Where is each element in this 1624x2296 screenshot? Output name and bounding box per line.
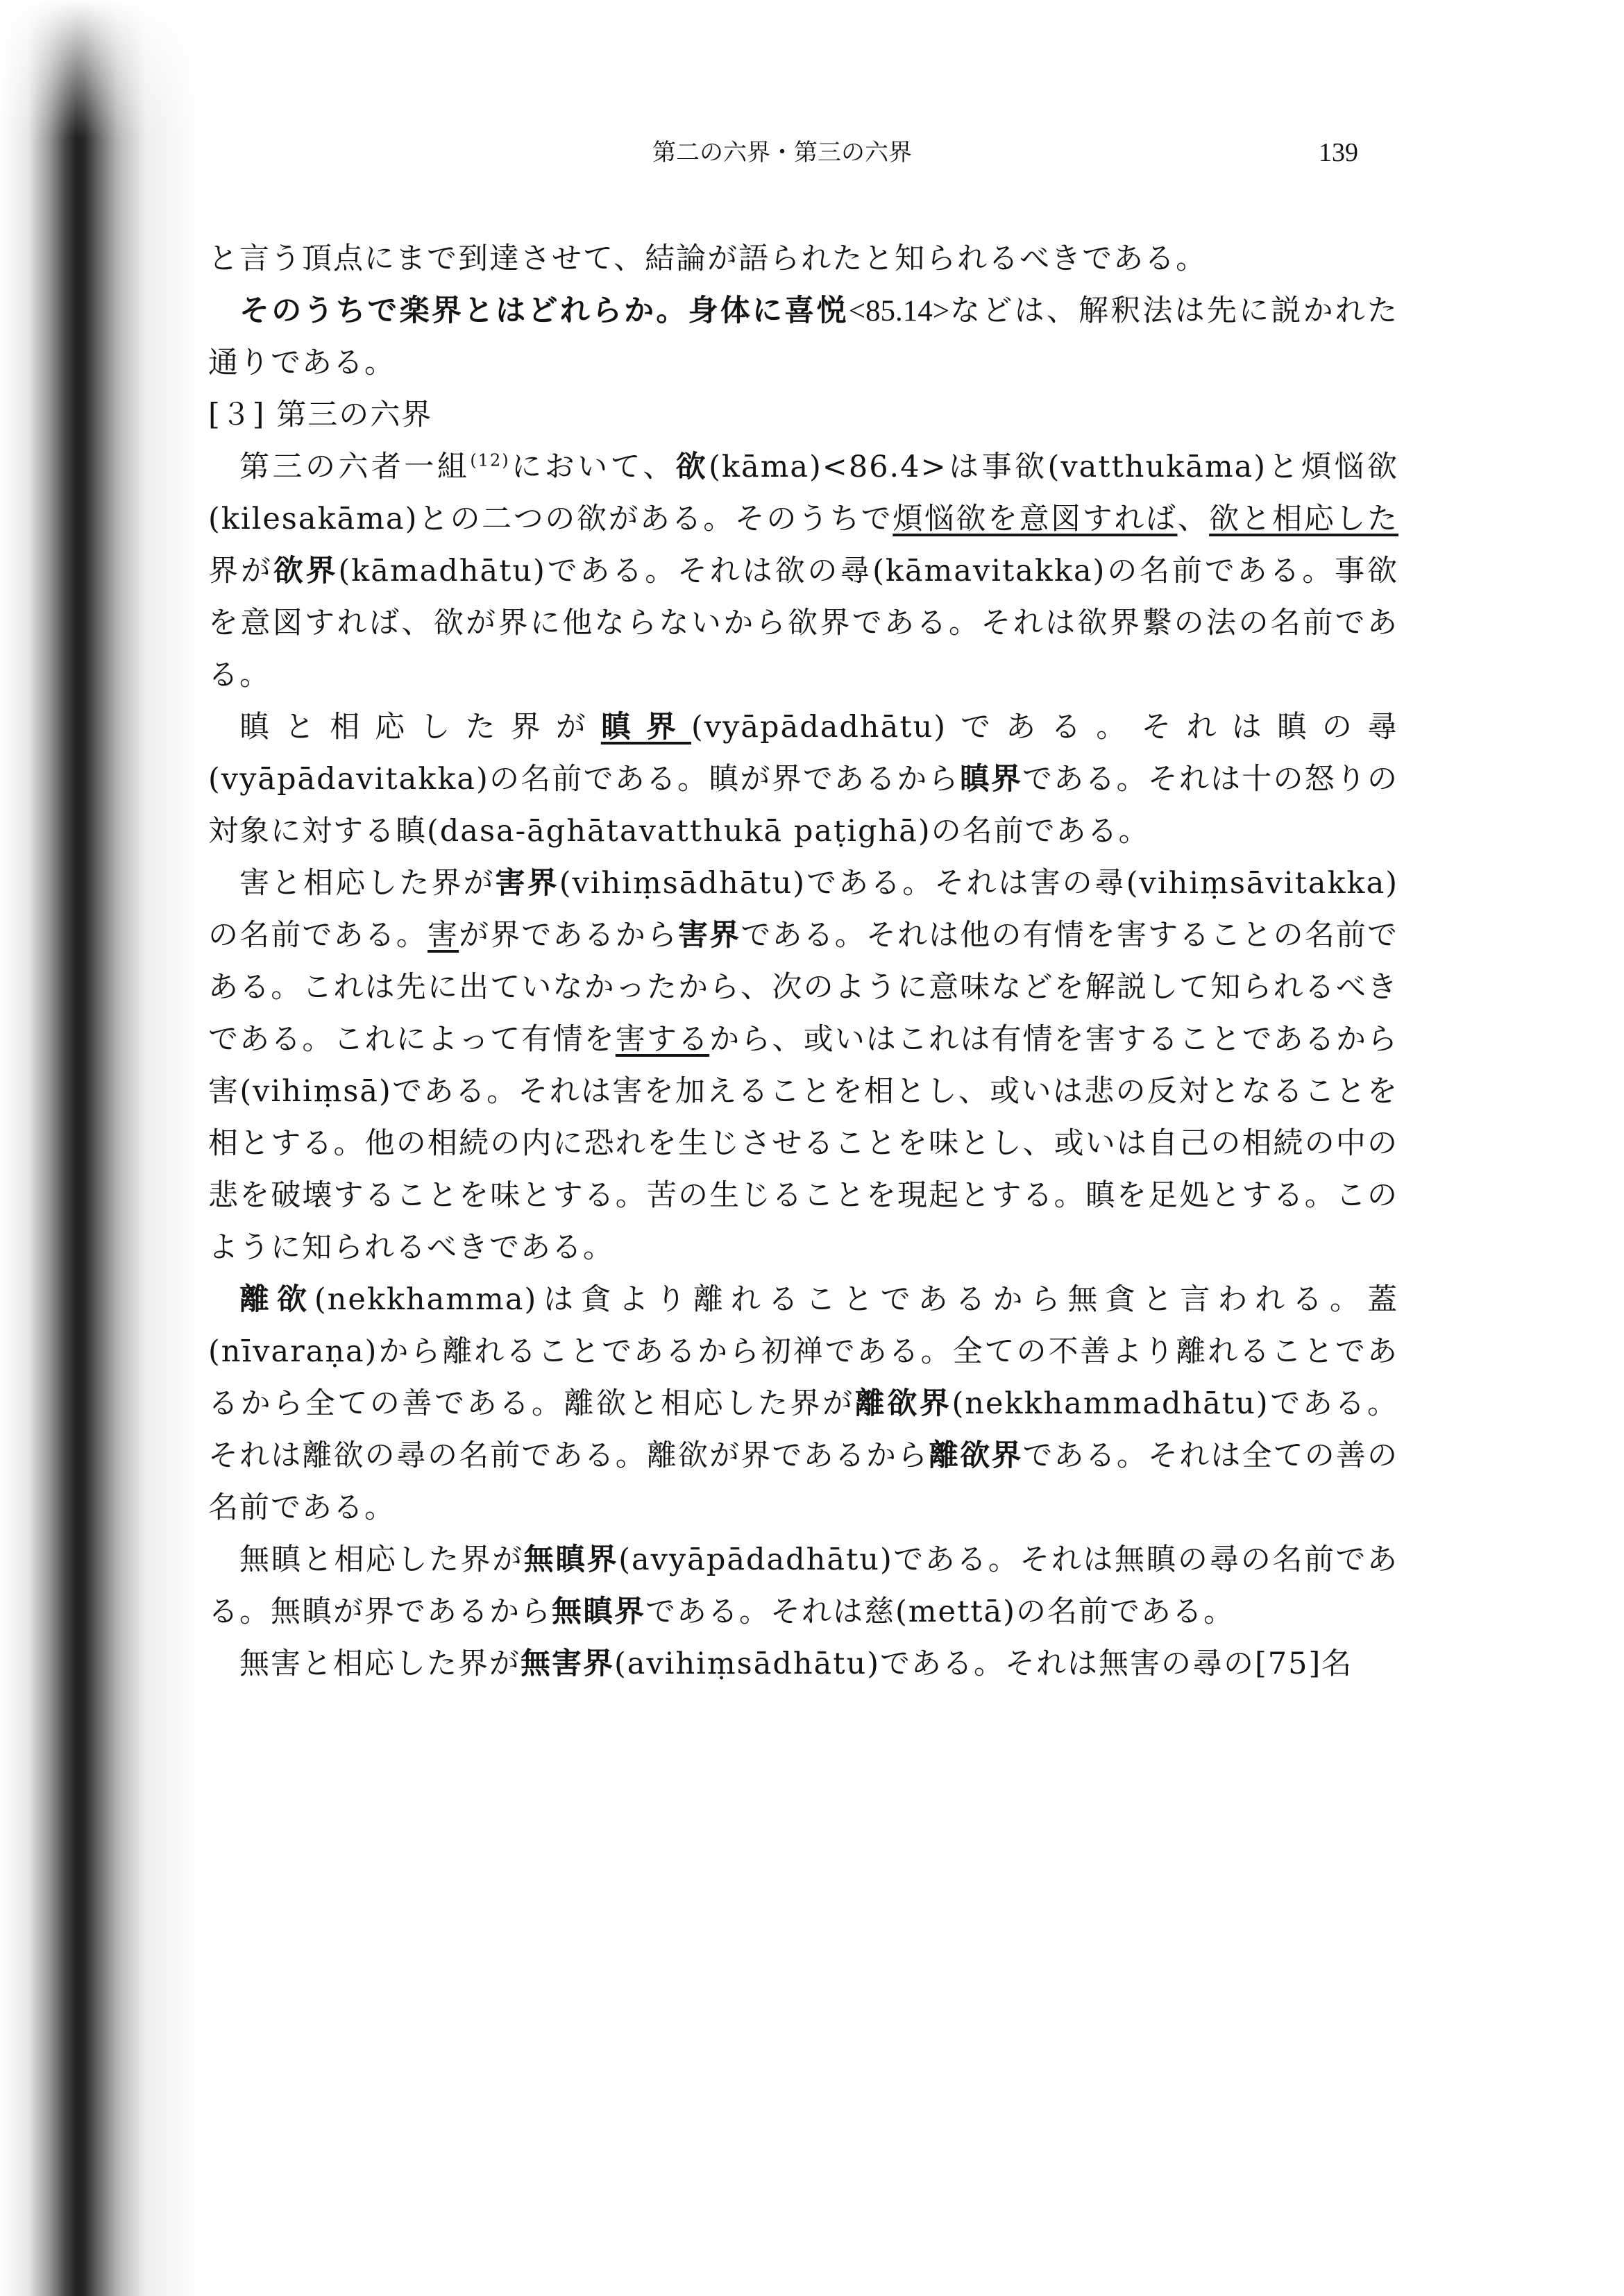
- text: である。それは慈(mettā)の名前である。: [645, 1595, 1235, 1629]
- reference: <85.14>: [848, 295, 949, 328]
- text: (nekkhammadhātu)である。それは離欲の尋の名前である。離欲が界であるから: [208, 1386, 1399, 1473]
- text: が界であるから: [459, 918, 679, 953]
- paragraph-8: [208, 1638, 1398, 1690]
- underlined-text: 煩悩欲を意図すれば: [893, 502, 1178, 536]
- underlined-text: 害: [427, 918, 459, 953]
- text: である。それは十の怒りの対象に対する瞋(dasa-āghātavatthukā paṭighā)の名前である。: [208, 762, 1398, 849]
- text: 第三の六者一組: [239, 450, 471, 484]
- bold-text: そのうちで楽界とはどれらか。: [239, 294, 688, 328]
- bold-text: 離欲界: [854, 1386, 952, 1421]
- bold-text: 欲: [675, 450, 709, 484]
- bold-text: 無瞋界: [523, 1542, 619, 1577]
- text: 害と相応した界が: [239, 866, 496, 901]
- paragraph-7: [208, 1534, 1398, 1638]
- paragraph-3: [208, 441, 1398, 701]
- bold-text: 欲界: [273, 554, 339, 588]
- text: 瞋と相応した界が: [239, 710, 601, 745]
- text: (avihiṃsādhātu)である。それは無害の尋の: [614, 1647, 1255, 1681]
- text: (avyāpādadhātu)である。それは無瞋の尋の名前である。無瞋が界であるから: [208, 1542, 1398, 1629]
- paragraph-2: [208, 285, 1398, 389]
- bold-text: 無瞋界: [552, 1595, 645, 1629]
- underlined-text: 害する: [615, 1022, 710, 1057]
- bold-text: 離欲界: [929, 1438, 1023, 1473]
- bold-text: 無害界: [521, 1647, 614, 1681]
- text: 、: [1177, 502, 1210, 536]
- text: 無害と相応した界が: [239, 1647, 521, 1681]
- paragraph-4: [208, 701, 1398, 858]
- section-heading: [３] 第三の六界: [208, 398, 433, 432]
- running-title: 第二の六界・第三の六界: [652, 139, 912, 167]
- footnote-marker: (12): [470, 450, 510, 470]
- text: 無瞋と相応した界が: [239, 1542, 524, 1577]
- bold-text: 瞋界: [959, 762, 1023, 797]
- bold-text: 害界: [495, 866, 559, 901]
- text: である。それは他の有情を害することの名前である。これは先に出ていなかったから、次のように意味などを解説して知られるべきである。これによって有情を: [208, 918, 1399, 1057]
- text: (vyāpādadhātu)である。それは瞋の尋(vyāpādavitakka)の名前である。瞋が界であるから: [208, 710, 1399, 797]
- paragraph-1: と言う頂点にまで到達させて、結論が語られたと知られるべきである。: [208, 241, 1208, 276]
- paragraph-5: [208, 858, 1398, 1274]
- page-number: 139: [1319, 138, 1358, 167]
- page-body: [208, 233, 1398, 1690]
- text: (kāmadhātu)である。それは欲の尋(kāmavitakka)の名前である。事欲を意図すれば、欲が界に他ならないから欲界である。それは欲界繋の法の名前である。: [208, 554, 1399, 692]
- bold-text: 身体に喜悦: [688, 294, 849, 328]
- text: (nekkhamma)は貪より離れることであるから無貪と言われる。蓋(nīvaraṇa)から離れることであるから初禅である。全ての不善より離れることであるから全ての善である。離欲と相応した界が: [208, 1282, 1399, 1421]
- text: から、或いはこれは有情を害することであるから害(vihiṃsā)である。それは害を加えることを相とし、或いは悲の反対となることを相とする。他の相続の内に恐れを生じさせることを味とし、或いは自己の相続の中の悲を破壊することを味とする。苦の生じることを現起とする。瞋を足処とする。このように知られるべきである。: [208, 1022, 1399, 1265]
- text: (kāma)<86.4>は事欲(vatthukāma)と煩悩欲(kilesakāma)との二つの欲がある。そのうちで: [208, 450, 1398, 536]
- bold-text: 害界: [678, 918, 741, 953]
- page-reference: [75]名: [1255, 1647, 1353, 1681]
- scan-binding-shadow: [0, 0, 208, 2296]
- bold-text: 瞋界: [600, 710, 692, 745]
- scan-shadow-fade: [0, 0, 208, 139]
- underlined-text: 欲と相応した: [1209, 502, 1399, 536]
- paragraph-6: [208, 1274, 1398, 1534]
- text: において、: [509, 450, 676, 484]
- bold-text: 離欲: [239, 1282, 314, 1317]
- text: である。それは全ての善の名前である。: [208, 1438, 1399, 1525]
- text: (vihiṃsādhātu)である。それは害の尋(vihiṃsāvitakka)の名前である。: [208, 866, 1399, 953]
- text: などは、解釈法は先に説かれた通りである。: [208, 294, 1399, 380]
- text: 界が: [208, 554, 273, 588]
